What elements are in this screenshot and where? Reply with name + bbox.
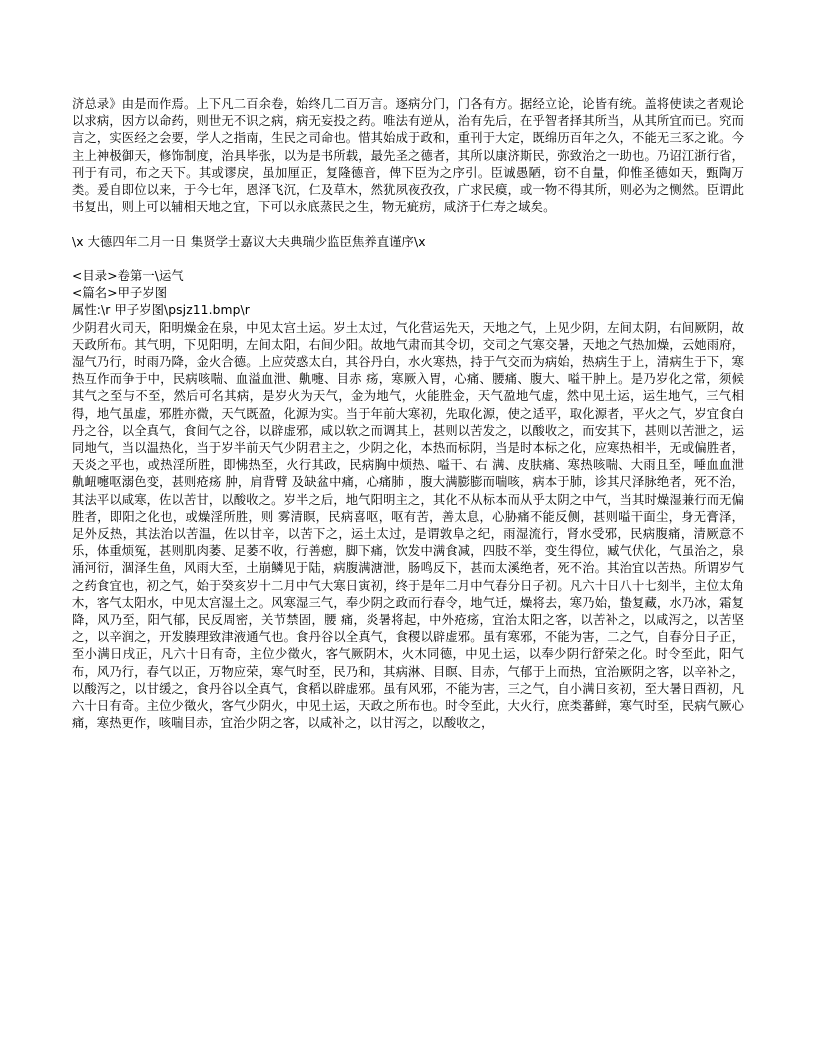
spacer xyxy=(72,251,744,268)
paragraph-signature: \x 大德四年二月一日 集贤学士嘉议大夫典瑞少监臣焦养直谨序\x xyxy=(72,234,426,249)
spacer xyxy=(72,216,744,233)
document-body xyxy=(72,96,744,732)
paragraph-catalog-tag: <目录>卷第一\运气 xyxy=(72,269,184,283)
paragraph-preface: 济总录》由是而作焉。上下凡二百余卷，始终几二百万言。逐病分门，门各有方。据经立论，论皆有统。盖将使读之者观论以求病，因方以命药，则世无不识之病，病无妄投之药。唯法有逆从，治有先后，在乎智者择其所当，从其所宜而已。究而言之，实医经之会要，学人之指南，生民之司命也。惜其始成于政和，重刊于大定，既绵历百年之久，不能无三豕之讹。今主上神极御天，修饰制度，治具毕张，以为是书所载，最先圣之德者，其所以康济斯民，弥致治之一助也。乃诏江浙行省，刊于有司，布之天下。其或谬戾，虽加厘正，复隆德音，俾下臣为之序引。臣诚愚陋，窃不自量，仰惟圣德如天，甄陶万类。爰自即位以来，于今七年，恩泽飞沉，仁及草木，然犹夙夜孜孜，广求民瘼，或一物不得其所，则必为之恻然。臣谓此书复出，则上可以辅相天地之宜，下可以永底蒸民之生，物无疵疠，咸济于仁寿之域矣。 xyxy=(72,97,744,215)
paragraph-attribute-tag: 属性:\r 甲子岁图\psjz11.bmp\r xyxy=(72,303,250,318)
paragraph-main-text: 少阴君火司天，阳明燥金在泉，中见太宫土运。岁土太过，气化营运先天，天地之气，上见少阴，左间太阴，右间厥阴，故天政所布。其气明，下见阳明，左间太阳，右间少阳。故地气肃而其令切，交司之气寒交暑，天地之气热加燥，云她雨府，湿气乃行，时雨乃降，金火合德。上应荧惑太白，其谷丹白，水火寒热，持于气交而为病始，热病生于上，清病生于下，寒热互作而争于中，民病咳喘、血溢血泄、鼽嚏、目赤 疡，寒厥入胃，心痛、腰痛、腹大、嗌干肿上。是乃岁化之常，须候其气之至与不至，然后可名其病，是岁火为天气，金为地气，火能胜金，天气盈地气虚，然中见土运，运生地气，三气相得，地气虽虚，邪胜亦微，天气既盈，化源为实。当于年前大寒初，先取化源，使之适平，取化源者，平火之气，岁宜食白丹之谷，以全真气，食间气之谷，以辟虚邪，咸以软之而调其上，甚则以苦发之，以酸收之，而安其下，甚则以苦泄之，运同地气，当以温热化，当于岁半前天气少阴君主之，少阴之化，本热而标阴，当是时本标之化，应寒热相半，无或偏胜者，天炎之平也，或热淫所胜，即怫热至，火行其政，民病胸中烦热、嗌干、右 满、皮肤痛、寒热咳喘、大雨且至，唾血血泄鼽衄嚏呕溺色变，甚则疮疡 肿，肩背臂 及缺盆中痛，心痛肺 ，腹大满膨膨而喘咳，病本于肺，诊其尺泽脉绝者，死不治，其法平以咸寒，佐以苦甘，以酸收之。岁半之后，地气阳明主之，其化不从标本而从乎太阴之中气，当其时燥湿兼行而无偏胜者，即阳之化也，或燥淫所胜，则 雾清瞑，民病喜呕，呕有苦，善太息，心胁痛不能反侧，甚则嗌干面尘，身无膏泽，足外反热，其法治以苦温，佐以甘辛，以苦下之，运土太过，是谓敦阜之纪，雨湿流行，肾水受邪，民病腹痛，清厥意不乐，体重烦冤，甚则肌肉萎、足萎不收，行善瘛，脚下痛，饮发中满食减，四肢不举，变生得位，臧气伏化，气虽治之，泉涌河衍，涸泽生鱼，风雨大至，土崩鳞见于陆，病腹满溏泄，肠鸣反下，甚而太溪绝者，死不治。其治宜以苦热。所谓岁气之药食宜也，初之气，始于癸亥岁十二月中气大寒日寅初，终于是年二月中气春分日子初。凡六十日八十七刻半，主位太角木，客气太阳水，中见太宫湿土之。风寒湿三气，奉少阴之政而行春令，地气迁，燥将去，寒乃始，蛰复藏，水乃冰，霜复降，风乃至，阳气郁，民反周密，关节禁固，腰 痛，炎暑将起，中外疮疡，宜治太阳之客，以苦补之，以咸泻之，以苦坚之，以辛润之，开发腠理致津液通气也。食丹谷以全真气，食稷以辟虚邪。虽有寒邪，不能为害，二之气，自春分日子正，至小满日戌正，凡六十日有奇，主位少徵火，客气厥阴木，火木同德，中见土运，以奉少阴行舒荣之化。时令至此，阳气布，风乃行，春气以正，万物应荣，寒气时至，民乃和，其病淋、目瞑、目赤，气郁于上而热，宜治厥阴之客，以辛补之，以酸泻之，以甘缓之，食丹谷以全真气，食稻以辟虚邪。虽有风邪，不能为害，三之气，自小满日亥初，至大暑日酉初，凡六十日有奇。主位少徵火，客气少阴火，中见土运，天政之所布也。时令至此，大火行，庶类蕃鲜，寒气时至，民病气厥心痛，寒热更作，咳喘目赤，宜治少阴之客，以咸补之，以甘泻之，以酸收之， xyxy=(72,320,744,731)
paragraph-title-tag: <篇名>甲子岁图 xyxy=(72,286,168,301)
